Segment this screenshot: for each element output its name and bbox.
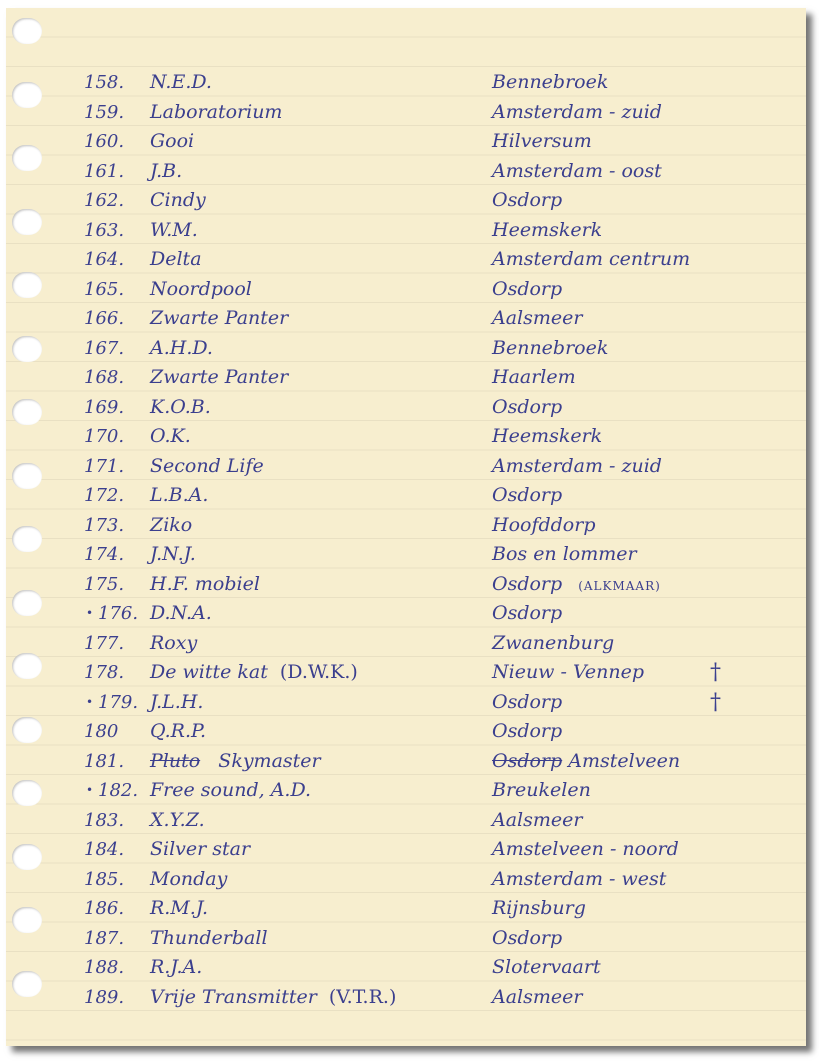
station-location-text: Amsterdam - zuid — [492, 454, 662, 477]
station-location-text: Heemskerk — [492, 425, 603, 447]
station-location — [492, 776, 591, 805]
station-name — [150, 776, 311, 805]
list-item — [6, 68, 806, 97]
bullet-dot: • — [86, 783, 94, 797]
station-name — [150, 157, 182, 186]
station-name-text: R.M.J. — [150, 897, 209, 919]
station-location — [492, 127, 592, 156]
station-name — [150, 216, 198, 245]
station-location-text: Amsterdam - oost — [492, 159, 662, 182]
station-name-text: Noordpool — [150, 277, 252, 300]
list-item — [6, 776, 806, 805]
entry-number: 181. — [84, 750, 125, 772]
station-name — [150, 599, 212, 628]
station-location — [492, 216, 602, 245]
station-name-text: Cindy — [150, 189, 206, 211]
station-location-text: Breukelen — [492, 779, 591, 801]
list-item — [6, 157, 806, 186]
list-item — [6, 393, 806, 422]
station-location-text: Osdorp — [492, 189, 563, 211]
list-item — [6, 334, 806, 363]
station-name-text: Roxy — [150, 631, 198, 654]
station-name-text: Silver star — [150, 838, 251, 860]
entry-number: 168. — [84, 367, 125, 388]
cross-mark: † — [710, 660, 721, 685]
station-location — [492, 983, 582, 1012]
station-location-text: Osdorp — [492, 690, 563, 713]
station-location — [492, 894, 586, 923]
list-item — [6, 511, 806, 540]
station-name-text: Monday — [150, 867, 228, 890]
station-name — [150, 658, 358, 687]
station-name-text: J.N.J. — [150, 543, 196, 565]
entry-list — [6, 8, 806, 1046]
station-name-text: R.J.A. — [150, 956, 203, 978]
station-location — [492, 688, 562, 717]
station-location — [492, 422, 602, 451]
station-name-text: N.E.D. — [150, 71, 212, 93]
station-name — [150, 481, 208, 510]
station-location — [492, 717, 562, 746]
station-location — [492, 599, 562, 628]
list-item — [6, 186, 806, 215]
list-item — [6, 894, 806, 923]
station-name — [150, 570, 260, 599]
station-location-text: Osdorp — [492, 277, 563, 300]
list-item — [6, 127, 806, 156]
station-location — [492, 245, 690, 274]
entry-number: 166. — [84, 308, 125, 329]
entry-number: 159. — [84, 101, 125, 123]
station-name-text: De witte kat — [150, 661, 268, 683]
station-name-text: H.F. mobiel — [150, 572, 260, 595]
station-location-text: Amsterdam centrum — [492, 248, 691, 270]
entry-number: 169. — [84, 396, 125, 418]
station-name — [150, 629, 197, 658]
bullet-dot: • — [86, 606, 94, 620]
station-location — [492, 157, 662, 186]
entry-number: 176. — [98, 603, 139, 624]
station-location — [492, 924, 562, 953]
station-location-text: Osdorp — [492, 484, 563, 506]
entry-number: 177. — [84, 632, 125, 654]
station-name-text: Zwarte Panter — [150, 307, 289, 329]
entry-number: 187. — [84, 927, 125, 949]
station-location — [492, 629, 614, 658]
station-name-text: Gooi — [150, 130, 195, 152]
list-item — [6, 98, 806, 127]
station-location — [492, 511, 596, 540]
station-location — [492, 658, 644, 687]
list-item — [6, 983, 806, 1012]
entry-number: 189. — [84, 986, 125, 1008]
station-name — [150, 806, 205, 835]
station-location-text: Hoofddorp — [492, 513, 596, 536]
station-location — [492, 452, 662, 481]
station-location-text: Bennebroek — [492, 71, 609, 93]
list-item — [6, 570, 806, 599]
station-name — [150, 835, 250, 864]
list-item — [6, 806, 806, 835]
station-abbreviation: (V.T.R.) — [328, 985, 397, 1008]
station-name — [150, 127, 194, 156]
entry-number: 186. — [84, 898, 125, 919]
station-location — [492, 334, 608, 363]
entry-number: 179. — [98, 691, 139, 713]
station-location-text: Heemskerk — [492, 218, 603, 241]
station-location — [492, 68, 608, 97]
list-item — [6, 924, 806, 953]
entry-number: 175. — [84, 573, 125, 595]
station-name-text: Q.R.P. — [150, 720, 206, 742]
station-location — [492, 806, 582, 835]
station-name — [150, 894, 208, 923]
list-item — [6, 688, 806, 717]
entry-number: 172. — [84, 485, 125, 506]
station-location-text: Bos en lommer — [492, 543, 637, 565]
station-name-text: Ziko — [150, 513, 193, 536]
station-location — [492, 481, 562, 510]
station-name — [150, 924, 268, 953]
station-name — [150, 422, 191, 451]
station-name — [150, 452, 264, 481]
entry-number: 180 — [84, 721, 119, 742]
station-location-text: Osdorp — [492, 926, 563, 949]
entry-number: 185. — [84, 868, 125, 890]
station-name-text: A.H.D. — [150, 336, 213, 359]
station-location — [492, 363, 576, 392]
station-location-text: Hilversum — [492, 130, 592, 152]
list-item — [6, 216, 806, 245]
list-item — [6, 245, 806, 274]
station-location-text: Aalsmeer — [492, 985, 583, 1008]
station-name-text: Second Life — [150, 454, 264, 477]
station-location-text: Osdorp — [492, 395, 563, 418]
station-location-text: Amsterdam - zuid — [492, 100, 662, 123]
entry-number: 182. — [98, 780, 139, 801]
station-location-text: Bennebroek — [492, 336, 609, 359]
entry-number: 160. — [84, 131, 125, 152]
station-name — [150, 363, 288, 392]
station-name — [150, 68, 212, 97]
station-name-text: Vrije Transmitter — [150, 985, 317, 1008]
station-location-text: Amstelveen — [568, 749, 681, 772]
entry-number: 158. — [84, 72, 125, 93]
list-item — [6, 304, 806, 333]
station-name — [150, 747, 321, 776]
station-name-text: J.B. — [150, 159, 183, 182]
station-location — [492, 186, 562, 215]
station-location — [492, 570, 661, 601]
entry-number: 184. — [84, 839, 125, 860]
struck-location: Osdorp — [492, 749, 563, 772]
station-name-text: Skymaster — [218, 749, 321, 772]
station-name — [150, 717, 206, 746]
station-location-text: Nieuw - Vennep — [492, 661, 645, 683]
cross-mark: † — [710, 689, 721, 715]
list-item — [6, 629, 806, 658]
station-name-text: Laboratorium — [150, 100, 283, 123]
station-name-text: Zwarte Panter — [150, 366, 289, 388]
station-location — [492, 540, 637, 569]
station-location-text: Amstelveen - noord — [492, 838, 679, 860]
station-name — [150, 865, 227, 894]
station-location — [492, 865, 666, 894]
station-location — [492, 747, 680, 776]
entry-number: 162. — [84, 190, 125, 211]
station-name — [150, 334, 213, 363]
station-name — [150, 186, 206, 215]
entry-number: 167. — [84, 337, 125, 359]
struck-station-name: Pluto — [150, 749, 201, 772]
station-location — [492, 835, 679, 864]
list-item — [6, 953, 806, 982]
station-name-text: D.N.A. — [150, 602, 212, 624]
station-location-text: Aalsmeer — [492, 307, 583, 329]
station-name-text: L.B.A. — [150, 484, 209, 506]
station-name — [150, 511, 192, 540]
station-name-text: X.Y.Z. — [150, 808, 205, 831]
list-item — [6, 452, 806, 481]
list-item — [6, 835, 806, 864]
station-location-text: Osdorp — [492, 720, 563, 742]
list-item — [6, 717, 806, 746]
station-location — [492, 304, 582, 333]
station-location-text: Amsterdam - west — [492, 867, 667, 890]
entry-number: 171. — [84, 455, 125, 477]
station-name-text: Thunderball — [150, 926, 268, 949]
station-location — [492, 98, 662, 127]
station-name — [150, 688, 203, 717]
location-note: (ALKMAAR) — [578, 578, 661, 593]
station-name-text: Delta — [150, 248, 202, 270]
list-item — [6, 422, 806, 451]
list-item — [6, 540, 806, 569]
station-name — [150, 275, 252, 304]
station-name — [150, 540, 196, 569]
station-name — [150, 953, 202, 982]
notebook-page — [6, 8, 806, 1046]
station-location — [492, 393, 562, 422]
list-item — [6, 658, 806, 687]
station-abbreviation: (D.W.K.) — [279, 661, 358, 683]
entry-number: 188. — [84, 957, 125, 978]
station-name — [150, 245, 202, 274]
entry-number: 170. — [84, 426, 125, 447]
list-item — [6, 481, 806, 510]
station-location — [492, 953, 601, 982]
station-name — [150, 983, 396, 1012]
entry-number: 178. — [84, 662, 125, 683]
station-location-text: Aalsmeer — [492, 808, 583, 831]
station-location-text: Haarlem — [492, 366, 576, 388]
list-item — [6, 599, 806, 628]
station-location-text: Osdorp — [492, 602, 563, 624]
list-item — [6, 363, 806, 392]
list-item — [6, 275, 806, 304]
entry-number: 163. — [84, 219, 125, 241]
station-name-text: Free sound, A.D. — [150, 779, 312, 801]
entry-number: 161. — [84, 160, 125, 182]
station-location-text: Rijnsburg — [492, 897, 586, 919]
station-name-text: K.O.B. — [150, 395, 211, 418]
station-name — [150, 304, 288, 333]
station-location-text: Slotervaart — [492, 956, 601, 978]
entry-number: 174. — [84, 544, 125, 565]
station-name — [150, 98, 282, 127]
station-location-text: Zwanenburg — [492, 631, 615, 654]
station-location — [492, 275, 562, 304]
bullet-dot: • — [86, 694, 94, 709]
station-name — [150, 393, 211, 422]
station-location-text: Osdorp — [492, 572, 563, 595]
entry-number: 164. — [84, 249, 125, 270]
entry-number: 183. — [84, 809, 125, 831]
entry-number: 173. — [84, 514, 125, 536]
station-name-text: W.M. — [150, 218, 198, 241]
list-item — [6, 865, 806, 894]
station-name-text: J.L.H. — [150, 690, 204, 713]
entry-number: 165. — [84, 278, 125, 300]
list-item — [6, 747, 806, 776]
station-name-text: O.K. — [150, 425, 191, 447]
